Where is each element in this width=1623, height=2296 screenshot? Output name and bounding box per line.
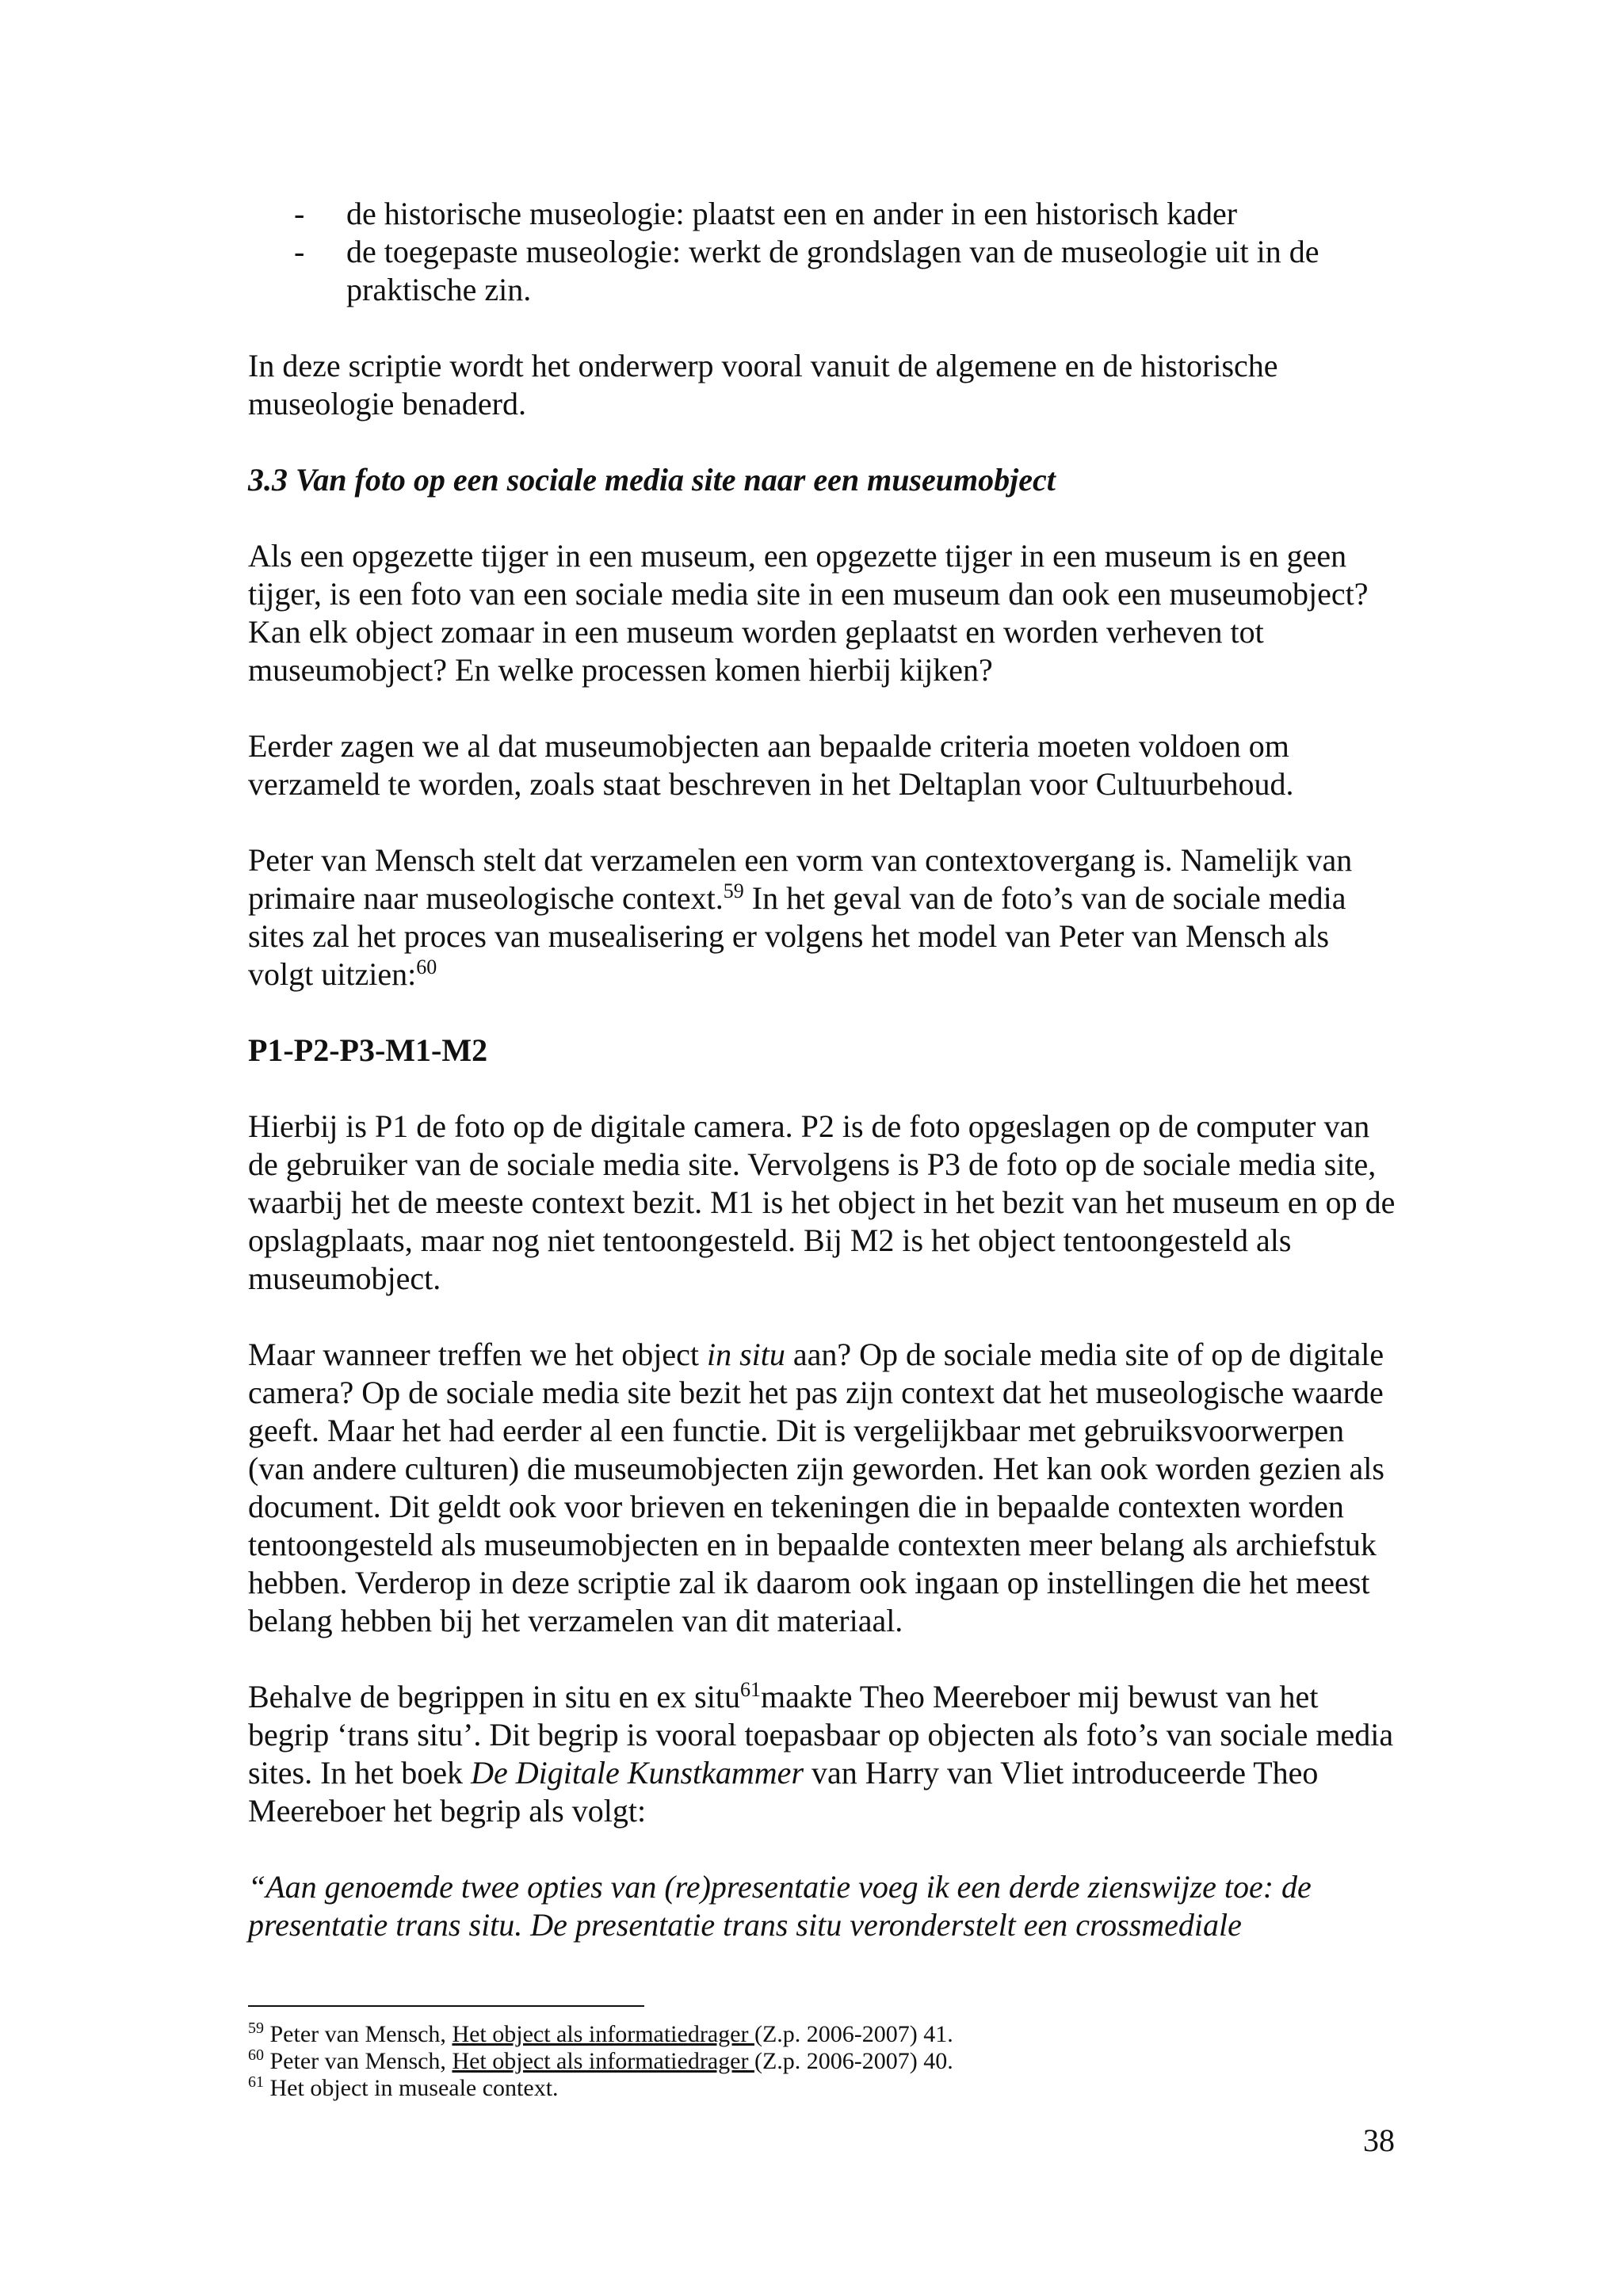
footnote-number: 61 <box>248 2073 264 2091</box>
footnote-text: Het object in museale context. <box>264 2075 559 2101</box>
paragraph-text: In het geval van de foto’s van de sociale media sites zal het proces van musealisering er volgens het model van Peter van Mensch als volgt uitzien: <box>248 880 1346 992</box>
paragraph-text: Maar wanneer treffen we het object <box>248 1337 707 1372</box>
list-dash: - <box>294 196 305 231</box>
page-body <box>248 195 1397 1944</box>
museology-list <box>248 195 1397 309</box>
emphasis-in-situ: in situ <box>706 1337 785 1372</box>
paragraph-text: aan? Op de sociale media site of op de digitale camera? Op de sociale media site bezit het pas zijn context dat het museologische waarde geeft. Maar het had eerder al een functie. Dit is vergelijkbaar met gebruiksvoorwerpen (van andere culturen) die museumobjecten zijn geworden. Het kan ook worden gezien als document. Dit geldt ook voor brieven en tekeningen die in bepaalde contexten worden tentoongesteld als museumobjecten en in bepaalde contexten meer belang als archiefstuk hebben. Verderop in deze scriptie zal ik daarom ook ingaan op instellingen die het meest belang hebben bij het verzamelen van dit materiaal. <box>248 1337 1384 1638</box>
footnote-text: Peter van Mensch, <box>264 2048 453 2074</box>
footnote-number: 60 <box>248 2046 264 2064</box>
footnote-title: Het object als informatiedrager <box>452 2021 754 2047</box>
paragraph-model-explanation: Hierbij is P1 de foto op de digitale camera. P2 is de foto opgeslagen op de computer van de gebruiker van de sociale media site. Vervolgens is P3 de foto op de sociale media site, waarbij het de meeste context bezit. M1 is het object in het bezit van het museum en op de opslagplaats, maar nog niet tentoongesteld. Bij M2 is het object tentoongesteld als museumobject. <box>248 1108 1396 1296</box>
book-title: De Digitale Kunstkammer <box>471 1755 804 1791</box>
model-heading: P1-P2-P3-M1-M2 <box>248 1032 488 1068</box>
footnote-title: Het object als informatiedrager <box>452 2048 754 2074</box>
footnote-text: (Z.p. 2006-2007) 40. <box>754 2048 953 2074</box>
footnote-text: Peter van Mensch, <box>264 2021 453 2047</box>
footnote <box>248 2075 1397 2102</box>
list-item <box>248 195 1397 233</box>
paragraph-tiger: Als een opgezette tijger in een museum, een opgezette tijger in een museum is en geen tijger, is een foto van een sociale media site in een museum dan ook een museumobject? Kan elk object zomaar in een museum worden geplaatst en worden verheven tot museumobject? En welke processen komen hierbij kijken? <box>248 538 1369 688</box>
list-dash: - <box>294 234 305 269</box>
footnote-ref-61[interactable]: 61 <box>739 1678 761 1701</box>
section-heading: 3.3 Van foto op een sociale media site naar een museumobject <box>248 462 1056 498</box>
page-number: 38 <box>1363 2122 1395 2158</box>
paragraph-intro: In deze scriptie wordt het onderwerp vooral vanuit de algemene en de historische museologie benaderd. <box>248 348 1278 421</box>
paragraph-text: van Harry van Vliet introduceerde Theo Meereboer het begrip als volgt: <box>248 1755 1319 1829</box>
paragraph-criteria: Eerder zagen we al dat museumobjecten aan bepaalde criteria moeten voldoen om verzameld te worden, zoals staat beschreven in het Deltaplan voor Cultuurbehoud. <box>248 728 1294 802</box>
paragraph-trans-situ <box>248 1678 1397 1830</box>
footnote <box>248 2021 1397 2048</box>
footnote-ref-60[interactable]: 60 <box>416 955 437 978</box>
paragraph-text: Peter van Mensch stelt dat verzamelen een vorm van contextovergang is. Namelijk van primaire naar museologische context. <box>248 842 1353 916</box>
footnote-divider <box>248 2005 644 2007</box>
list-item-text-continued: praktische zin. <box>346 272 532 307</box>
footnote <box>248 2048 1397 2075</box>
footnote-number: 59 <box>248 2019 264 2037</box>
footnotes <box>248 2005 1397 2102</box>
block-quote: “Aan genoemde twee opties van (re)presentatie voeg ik een derde zienswijze toe: de presentatie trans situ. De presentatie trans situ veronderstelt een crossmediale <box>248 1869 1312 1943</box>
paragraph-text: maakte Theo Meereboer mij bewust van het begrip ‘trans situ’. Dit begrip is vooral toepasbaar op objecten als foto’s van sociale media sites. In het boek <box>248 1679 1394 1791</box>
paragraph-text: Behalve de begrippen in situ en ex situ <box>248 1679 740 1714</box>
footnote-ref-59[interactable]: 59 <box>723 879 744 902</box>
list-item-text: de toegepaste museologie: werkt de grondslagen van de museologie uit in de <box>346 234 1319 269</box>
footnote-text: (Z.p. 2006-2007) 41. <box>754 2021 953 2047</box>
list-item <box>248 233 1397 309</box>
paragraph-context-transition <box>248 841 1397 994</box>
paragraph-in-situ <box>248 1336 1397 1640</box>
list-item-text: de historische museologie: plaatst een en ander in een historisch kader <box>346 196 1238 231</box>
